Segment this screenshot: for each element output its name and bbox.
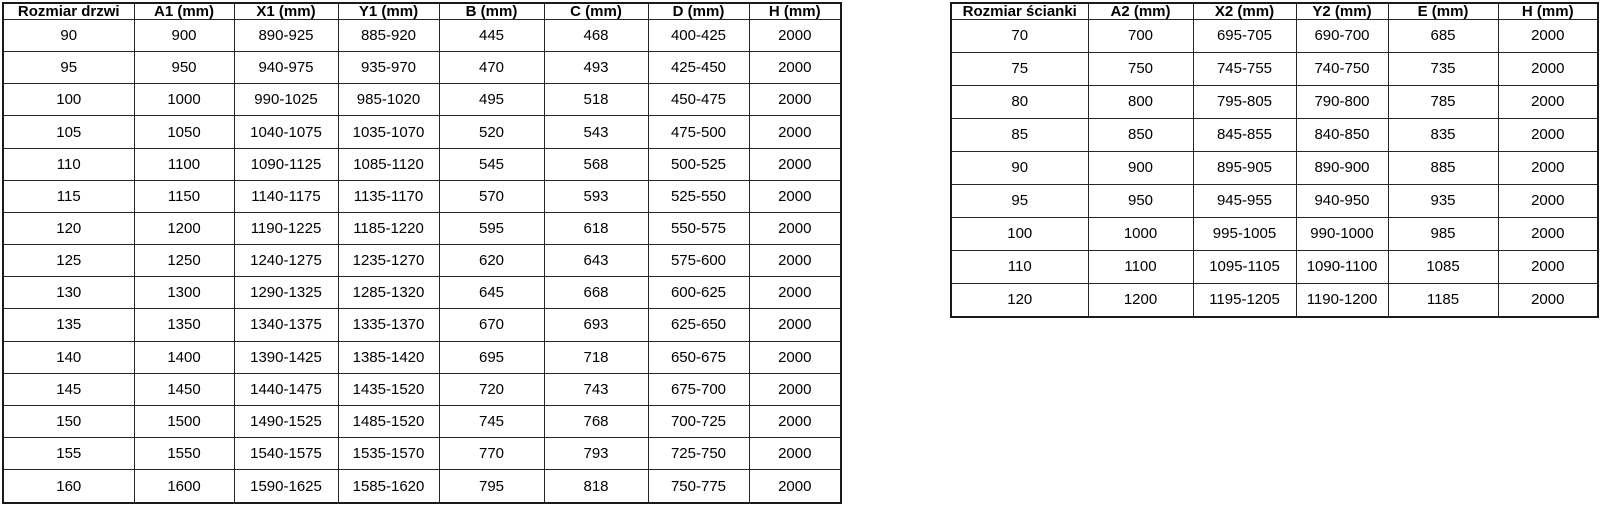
table-cell: 1335-1370 xyxy=(338,309,439,341)
table-cell: 690-700 xyxy=(1296,20,1388,53)
table-cell: 900 xyxy=(1088,151,1193,184)
table-cell: 1550 xyxy=(134,438,234,470)
table-cell: 835 xyxy=(1388,118,1498,151)
table-row xyxy=(3,245,841,277)
table-cell: 985 xyxy=(1388,217,1498,250)
table-cell: 100 xyxy=(951,217,1088,250)
table-cell: 550-575 xyxy=(648,212,749,244)
table-cell: 450-475 xyxy=(648,84,749,116)
table-cell: 768 xyxy=(544,405,648,437)
table-cell: 150 xyxy=(3,405,134,437)
table-cell: 80 xyxy=(951,85,1088,118)
table-cell: 2000 xyxy=(749,20,841,52)
table-cell: 75 xyxy=(951,52,1088,85)
table-row xyxy=(951,20,1598,53)
table-cell: 2000 xyxy=(1498,118,1598,151)
table-cell: 1240-1275 xyxy=(234,245,338,277)
table-cell: 890-900 xyxy=(1296,151,1388,184)
table-row xyxy=(3,341,841,373)
table-cell: 2000 xyxy=(1498,283,1598,317)
table-cell: 1590-1625 xyxy=(234,470,338,503)
table-cell: 145 xyxy=(3,373,134,405)
table-row xyxy=(951,283,1598,317)
table-cell: 885-920 xyxy=(338,20,439,52)
table-row xyxy=(3,116,841,148)
table-cell: 1050 xyxy=(134,116,234,148)
table-cell: 110 xyxy=(3,148,134,180)
table-cell: 95 xyxy=(951,184,1088,217)
table-cell: 675-700 xyxy=(648,373,749,405)
table-cell: 818 xyxy=(544,470,648,503)
column-header: C (mm) xyxy=(544,3,648,20)
door-sizes-table xyxy=(2,2,842,504)
column-header: X2 (mm) xyxy=(1193,3,1296,20)
table-cell: 1100 xyxy=(1088,250,1193,283)
table-cell: 645 xyxy=(439,277,544,309)
table-cell: 120 xyxy=(951,283,1088,317)
table-cell: 2000 xyxy=(749,470,841,503)
table-cell: 1090-1125 xyxy=(234,148,338,180)
table-cell: 1340-1375 xyxy=(234,309,338,341)
table-cell: 1500 xyxy=(134,405,234,437)
table-row xyxy=(3,373,841,405)
table-cell: 770 xyxy=(439,438,544,470)
table-row xyxy=(3,212,841,244)
table-cell: 1190-1225 xyxy=(234,212,338,244)
table-cell: 695-705 xyxy=(1193,20,1296,53)
table-cell: 1285-1320 xyxy=(338,277,439,309)
table-cell: 593 xyxy=(544,180,648,212)
table-cell: 1585-1620 xyxy=(338,470,439,503)
table-cell: 2000 xyxy=(1498,20,1598,53)
table-cell: 1190-1200 xyxy=(1296,283,1388,317)
table-cell: 700 xyxy=(1088,20,1193,53)
table-cell: 2000 xyxy=(749,438,841,470)
table-cell: 793 xyxy=(544,438,648,470)
table-row xyxy=(3,84,841,116)
table-cell: 618 xyxy=(544,212,648,244)
table-cell: 595 xyxy=(439,212,544,244)
table-cell: 1135-1170 xyxy=(338,180,439,212)
table-cell: 1440-1475 xyxy=(234,373,338,405)
table-cell: 600-625 xyxy=(648,277,749,309)
table-cell: 493 xyxy=(544,52,648,84)
table-cell: 2000 xyxy=(749,341,841,373)
table-cell: 445 xyxy=(439,20,544,52)
table-cell: 695 xyxy=(439,341,544,373)
table-cell: 750 xyxy=(1088,52,1193,85)
table-cell: 2000 xyxy=(749,84,841,116)
table-cell: 2000 xyxy=(749,180,841,212)
table-cell: 885 xyxy=(1388,151,1498,184)
table-cell: 1600 xyxy=(134,470,234,503)
column-header: H (mm) xyxy=(749,3,841,20)
table-row xyxy=(3,148,841,180)
table-cell: 1195-1205 xyxy=(1193,283,1296,317)
table-cell: 1150 xyxy=(134,180,234,212)
table-cell: 2000 xyxy=(749,52,841,84)
table-cell: 110 xyxy=(951,250,1088,283)
table-cell: 1040-1075 xyxy=(234,116,338,148)
table-row xyxy=(3,20,841,52)
table-cell: 745 xyxy=(439,405,544,437)
table-cell: 155 xyxy=(3,438,134,470)
table-row xyxy=(3,277,841,309)
table-cell: 90 xyxy=(3,20,134,52)
table-cell: 1400 xyxy=(134,341,234,373)
table-cell: 2000 xyxy=(1498,217,1598,250)
table-row xyxy=(3,52,841,84)
table-cell: 850 xyxy=(1088,118,1193,151)
table-cell: 125 xyxy=(3,245,134,277)
table-cell: 2000 xyxy=(749,373,841,405)
table-cell: 2000 xyxy=(749,212,841,244)
table-cell: 520 xyxy=(439,116,544,148)
table-cell: 1540-1575 xyxy=(234,438,338,470)
table-row xyxy=(951,52,1598,85)
table-cell: 718 xyxy=(544,341,648,373)
table-cell: 1140-1175 xyxy=(234,180,338,212)
table-cell: 105 xyxy=(3,116,134,148)
table-cell: 1085 xyxy=(1388,250,1498,283)
table-cell: 785 xyxy=(1388,85,1498,118)
table-cell: 95 xyxy=(3,52,134,84)
table-cell: 495 xyxy=(439,84,544,116)
table-cell: 995-1005 xyxy=(1193,217,1296,250)
table-cell: 543 xyxy=(544,116,648,148)
table-cell: 70 xyxy=(951,20,1088,53)
table-cell: 625-650 xyxy=(648,309,749,341)
table-cell: 1450 xyxy=(134,373,234,405)
table-cell: 1490-1525 xyxy=(234,405,338,437)
table-cell: 425-450 xyxy=(648,52,749,84)
table-cell: 575-600 xyxy=(648,245,749,277)
table-cell: 568 xyxy=(544,148,648,180)
table-cell: 1235-1270 xyxy=(338,245,439,277)
table-cell: 1000 xyxy=(134,84,234,116)
table-cell: 745-755 xyxy=(1193,52,1296,85)
table-cell: 750-775 xyxy=(648,470,749,503)
table-cell: 650-675 xyxy=(648,341,749,373)
table-cell: 1185-1220 xyxy=(338,212,439,244)
table-cell: 743 xyxy=(544,373,648,405)
table-cell: 990-1000 xyxy=(1296,217,1388,250)
table-cell: 1000 xyxy=(1088,217,1193,250)
column-header: D (mm) xyxy=(648,3,749,20)
table-cell: 940-975 xyxy=(234,52,338,84)
table-cell: 1100 xyxy=(134,148,234,180)
table-row xyxy=(951,118,1598,151)
table-cell: 525-550 xyxy=(648,180,749,212)
column-header: Y2 (mm) xyxy=(1296,3,1388,20)
table-row xyxy=(951,151,1598,184)
column-header: Rozmiar ścianki xyxy=(951,3,1088,20)
table-cell: 2000 xyxy=(1498,151,1598,184)
table-row xyxy=(3,180,841,212)
table-cell: 735 xyxy=(1388,52,1498,85)
table-cell: 643 xyxy=(544,245,648,277)
table-cell: 1200 xyxy=(134,212,234,244)
wall-sizes-table xyxy=(950,2,1599,318)
table-cell: 1090-1100 xyxy=(1296,250,1388,283)
column-header: X1 (mm) xyxy=(234,3,338,20)
table-cell: 90 xyxy=(951,151,1088,184)
table-cell: 120 xyxy=(3,212,134,244)
table-cell: 545 xyxy=(439,148,544,180)
table-cell: 670 xyxy=(439,309,544,341)
table-cell: 2000 xyxy=(1498,85,1598,118)
table-cell: 935 xyxy=(1388,184,1498,217)
table-cell: 400-425 xyxy=(648,20,749,52)
table-cell: 950 xyxy=(134,52,234,84)
table-row xyxy=(3,438,841,470)
table-cell: 2000 xyxy=(749,148,841,180)
table-cell: 945-955 xyxy=(1193,184,1296,217)
table-cell: 795 xyxy=(439,470,544,503)
table-cell: 1385-1420 xyxy=(338,341,439,373)
table-row xyxy=(951,85,1598,118)
table-cell: 1185 xyxy=(1388,283,1498,317)
table-row xyxy=(3,405,841,437)
table-row xyxy=(951,217,1598,250)
table-row xyxy=(951,184,1598,217)
column-header: B (mm) xyxy=(439,3,544,20)
table-cell: 570 xyxy=(439,180,544,212)
table-cell: 140 xyxy=(3,341,134,373)
table-cell: 500-525 xyxy=(648,148,749,180)
table-cell: 1300 xyxy=(134,277,234,309)
header-row xyxy=(3,3,841,20)
table-cell: 518 xyxy=(544,84,648,116)
table-cell: 2000 xyxy=(749,405,841,437)
table-cell: 2000 xyxy=(749,277,841,309)
table-cell: 900 xyxy=(134,20,234,52)
table-cell: 620 xyxy=(439,245,544,277)
table-cell: 668 xyxy=(544,277,648,309)
column-header: A2 (mm) xyxy=(1088,3,1193,20)
table-cell: 950 xyxy=(1088,184,1193,217)
table-cell: 693 xyxy=(544,309,648,341)
table-cell: 940-950 xyxy=(1296,184,1388,217)
table-cell: 1250 xyxy=(134,245,234,277)
table-cell: 720 xyxy=(439,373,544,405)
table-row xyxy=(951,250,1598,283)
table-cell: 475-500 xyxy=(648,116,749,148)
table-cell: 990-1025 xyxy=(234,84,338,116)
table-cell: 790-800 xyxy=(1296,85,1388,118)
table-cell: 2000 xyxy=(749,116,841,148)
table-cell: 1350 xyxy=(134,309,234,341)
table-cell: 740-750 xyxy=(1296,52,1388,85)
table-cell: 795-805 xyxy=(1193,85,1296,118)
table-cell: 800 xyxy=(1088,85,1193,118)
header-row xyxy=(951,3,1598,20)
table-cell: 1535-1570 xyxy=(338,438,439,470)
table-cell: 895-905 xyxy=(1193,151,1296,184)
table-cell: 700-725 xyxy=(648,405,749,437)
table-cell: 2000 xyxy=(749,309,841,341)
table-cell: 840-850 xyxy=(1296,118,1388,151)
table-cell: 470 xyxy=(439,52,544,84)
table-cell: 100 xyxy=(3,84,134,116)
column-header: H (mm) xyxy=(1498,3,1598,20)
table-cell: 135 xyxy=(3,309,134,341)
table-cell: 845-855 xyxy=(1193,118,1296,151)
table-cell: 935-970 xyxy=(338,52,439,84)
table-cell: 85 xyxy=(951,118,1088,151)
column-header: Rozmiar drzwi xyxy=(3,3,134,20)
table-cell: 2000 xyxy=(749,245,841,277)
table-cell: 1290-1325 xyxy=(234,277,338,309)
table-cell: 985-1020 xyxy=(338,84,439,116)
table-cell: 468 xyxy=(544,20,648,52)
table-cell: 1200 xyxy=(1088,283,1193,317)
table-cell: 725-750 xyxy=(648,438,749,470)
table-cell: 1095-1105 xyxy=(1193,250,1296,283)
table-cell: 160 xyxy=(3,470,134,503)
column-header: A1 (mm) xyxy=(134,3,234,20)
table-cell: 2000 xyxy=(1498,52,1598,85)
table-cell: 1435-1520 xyxy=(338,373,439,405)
table-cell: 890-925 xyxy=(234,20,338,52)
table-cell: 2000 xyxy=(1498,184,1598,217)
column-header: Y1 (mm) xyxy=(338,3,439,20)
table-cell: 2000 xyxy=(1498,250,1598,283)
table-cell: 1035-1070 xyxy=(338,116,439,148)
column-header: E (mm) xyxy=(1388,3,1498,20)
table-row xyxy=(3,309,841,341)
table-cell: 1085-1120 xyxy=(338,148,439,180)
table-cell: 130 xyxy=(3,277,134,309)
table-cell: 1485-1520 xyxy=(338,405,439,437)
table-cell: 1390-1425 xyxy=(234,341,338,373)
table-cell: 115 xyxy=(3,180,134,212)
table-cell: 685 xyxy=(1388,20,1498,53)
table-row xyxy=(3,470,841,503)
